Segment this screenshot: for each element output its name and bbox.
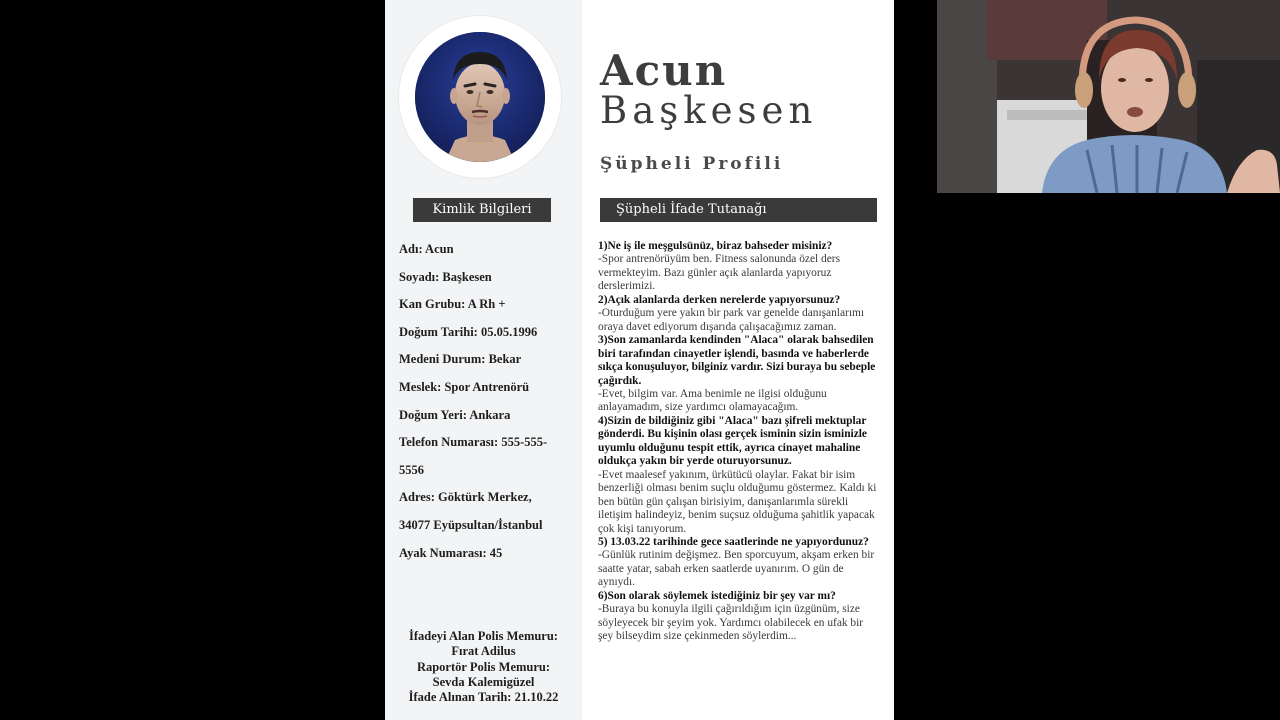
identity-field-phone: Telefon Numarası: 555-555- <box>399 435 548 450</box>
suspect-portrait-icon <box>415 32 545 162</box>
officer-name-interviewer: Fırat Adilus <box>451 644 516 659</box>
officer-name-reporter: Sevda Kalemigüzel <box>432 674 535 689</box>
question-1: 1)Ne iş ile meşgulsünüz, biraz bahseder misiniz? <box>598 240 833 252</box>
officer-label-interviewer: İfadeyi Alan Polis Memuru: <box>409 629 558 643</box>
question-4: 4)Sizin de bildiğiniz gibi "Alaca" bazı şifreli mektuplar gönderdi. Bu kişinin olası gerçek isminin sizin isminizle uyumlu olduğunu tespit ettik, ayrıca cinayet mahaline oldukça yakın bir yerde oturuyorsunuz. <box>598 414 867 468</box>
identity-field-address: Adres: Göktürk Merkez, <box>399 490 532 505</box>
identity-field-birth-place: Doğum Yeri: Ankara <box>399 407 511 422</box>
identity-field-address-cont: 34077 Eyüpsultan/İstanbul <box>399 517 543 532</box>
identity-field-surname: Soyadı: Başkesen <box>399 269 492 284</box>
answer-1: -Spor antrenörüyüm ben. Fitness salonunda özel ders vermekteyim. Bazı günler açık alanlarda yapıyoruz derslerimizi. <box>598 253 841 293</box>
streamer-camera-icon <box>937 0 1280 193</box>
suspect-avatar <box>415 32 545 162</box>
statement-section-header: Şüpheli İfade Tutanağı <box>600 198 877 222</box>
officer-signatures <box>385 629 582 705</box>
identity-field-occupation: Meslek: Spor Antrenörü <box>399 379 530 394</box>
identity-sidebar <box>385 0 582 720</box>
webcam-overlay <box>937 0 1280 193</box>
suspect-last-name: Başkesen <box>600 89 818 132</box>
identity-field-marital-status: Medeni Durum: Bekar <box>399 352 522 367</box>
answer-5: -Günlük rutinim değişmez. Ben sporcuyum, akşam erken bir saatte yatar, sabah erken saatlerde uyanırım. O gün de aynıydı. <box>598 549 875 589</box>
answer-4: -Evet maalesef yakınım, ürkütücü olaylar. Fakat bir isim benzerliği olması benim suçlu olduğumu göstermez. Kaldı ki ben bütün gün çalışan birisiyim, danışanlarımla sürekli iletişim halindeyiz, benim suçsuz olduğuma şahitlik yapacak çok kişi tanıyorum. <box>598 468 877 535</box>
suspect-first-name: Acun <box>600 46 728 95</box>
identity-field-shoe-size: Ayak Numarası: 45 <box>399 545 503 560</box>
question-5: 5) 13.03.22 tarihinde gece saatlerinde ne yapıyordunuz? <box>598 535 869 548</box>
avatar-frame <box>399 16 561 178</box>
question-6: 6)Son olarak söylemek istediğiniz bir şey var mı? <box>598 589 836 602</box>
identity-field-list <box>399 236 574 567</box>
answer-3: -Evet, bilgim var. Ama benimle ne ilgisi olduğunu anlayamadım, size yardımcı olamayacağım. <box>598 387 827 414</box>
question-3: 3)Son zamanlarda kendinden "Alaca" olarak bahsedilen biri tarafından cinayetler işlendi, basında ve haberlerde sıkça konuşuluyor, bilginiz vardır. Sizi buraya bu sebeple çağırdık. <box>598 334 876 387</box>
statement-transcript <box>598 240 880 644</box>
statement-date: İfade Alınan Tarih: 21.10.22 <box>408 690 559 705</box>
suspect-profile-document <box>385 0 894 720</box>
answer-2: -Oturduğum yere yakın bir park var genelde danışanlarımı oraya davet ediyorum dışarıda çalışacağımız zaman. <box>598 307 865 333</box>
identity-field-blood-type: Kan Grubu: A Rh + <box>399 297 506 312</box>
identity-field-phone-cont: 5556 <box>399 462 424 477</box>
identity-section-header: Kimlik Bilgileri <box>413 198 551 222</box>
identity-field-birth-date: Doğum Tarihi: 05.05.1996 <box>399 324 538 339</box>
question-2: 2)Açık alanlarda derken nerelerde yapıyorsunuz? <box>598 293 841 306</box>
identity-field-name: Adı: Acun <box>399 242 454 256</box>
officer-label-reporter: Raportör Polis Memuru: <box>416 659 551 674</box>
answer-6: -Buraya bu konuyla ilgili çağırıldığım için üzgünüm, size söyleyecek bir şeyim yok. Yardımcı olabilecek en ufak bir şey bilseydim size çekinmeden söylerdim... <box>598 603 864 643</box>
profile-subtitle: Şüpheli Profili <box>600 154 784 174</box>
